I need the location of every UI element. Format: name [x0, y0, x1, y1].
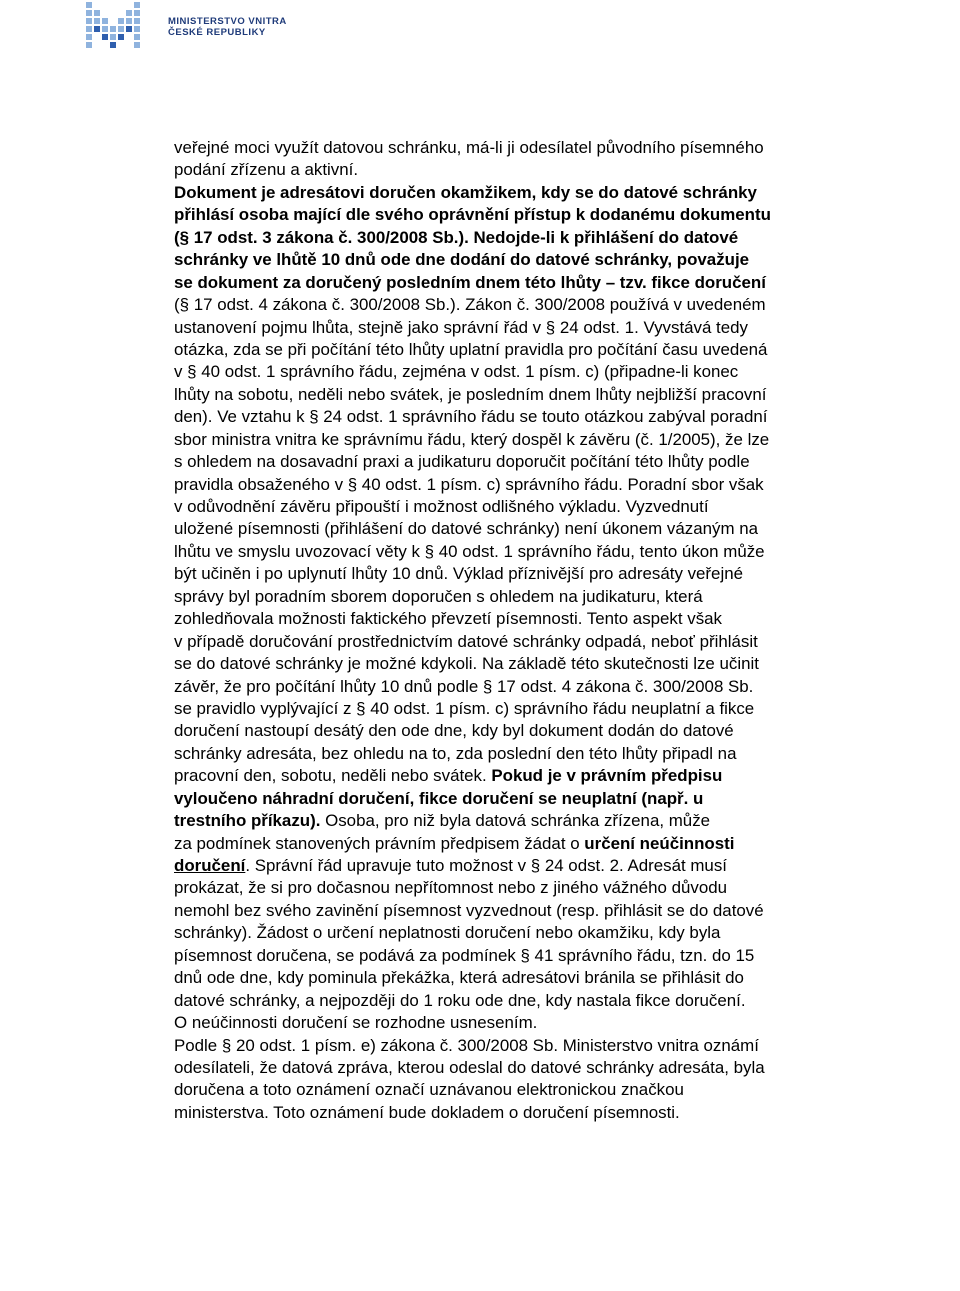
- text-line: [174, 317, 854, 339]
- ministry-logo-text: [168, 16, 287, 38]
- text-line: [174, 900, 854, 922]
- text-run: s ohledem na dosavadní praxi a judikaturu doporučit počítání této lhůty podle: [174, 452, 750, 472]
- text-run: odesílateli, že datová zpráva, kterou odeslal do datové schránky adresáta, byla: [174, 1057, 765, 1077]
- text-line: [174, 541, 854, 563]
- text-run: sbor ministra vnitra ke správnímu řádu, který dospěl k závěru (č. 1/2005), že lze: [174, 429, 770, 449]
- text-line: [174, 361, 854, 383]
- text-line: [174, 945, 854, 967]
- text-line: [174, 137, 854, 159]
- text-line: [174, 249, 854, 271]
- text-run: . Správní řád upravuje tuto možnost v § 24 odst. 2. Adresát musí: [245, 856, 727, 875]
- text-run: lhůtu ve smyslu uvozovací věty k § 40 odst. 1 správního řádu, tento úkon může: [174, 541, 765, 561]
- text-line: [174, 384, 854, 406]
- text-run: doručení: [174, 856, 246, 875]
- text-line: [174, 451, 854, 473]
- text-line: [174, 631, 854, 653]
- text-run: veřejné moci využít datovou schránku, má-li ji odesílatel původního písemného: [174, 138, 764, 157]
- text-run: vyloučeno náhradní doručení, fikce doručení se neuplatní (např. u: [174, 788, 704, 808]
- text-line: [174, 294, 854, 316]
- text-line: [174, 810, 854, 832]
- ministry-logo: [86, 0, 306, 60]
- text-run: ustanovení pojmu lhůta, stejně jako správní řád v § 24 odst. 1. Vyvstává tedy: [174, 317, 748, 337]
- text-line: [174, 227, 854, 249]
- text-run: se dokument za doručený posledním dnem této lhůty – tzv. fikce doručení: [174, 272, 766, 292]
- text-run: prokázat, že si pro dočasnou nepřítomnost nebo z jiného vážného důvodu: [174, 878, 728, 898]
- text-run: za podmínek stanovených právním předpisem žádat o: [174, 833, 585, 853]
- text-run: se do datové schránky je možné kdykoli. Na základě této skutečnosti lze učinit: [174, 654, 759, 674]
- text-line: [174, 586, 854, 608]
- text-run: Podle § 20 odst. 1 písm. e) zákona č. 300/2008 Sb. Ministerstvo vnitra oznámí: [174, 1035, 759, 1055]
- text-run: doručena a toto oznámení označí uznávanou elektronickou značkou: [174, 1080, 684, 1100]
- text-run: být učiněn i po uplynutí lhůty 10 dnů. Výklad příznivější pro adresáty veřejné: [174, 564, 743, 584]
- text-run: (§ 17 odst. 4 zákona č. 300/2008 Sb.). Zákon č. 300/2008 používá v uvedeném: [174, 295, 766, 315]
- text-run: přihlásí osoba mající dle svého oprávnění přístup k dodanému dokumentu: [174, 205, 771, 225]
- text-line: [174, 518, 854, 540]
- text-line: [174, 877, 854, 899]
- text-run: písemnost doručena, se podává za podmínek § 41 správního řádu, tzn. do 15: [174, 945, 755, 965]
- text-line: [174, 563, 854, 585]
- text-line: [174, 788, 854, 810]
- text-line: [174, 833, 854, 855]
- text-run: ministerstva. Toto oznámení bude dokladem o doručení písemnosti.: [174, 1102, 680, 1122]
- text-run: datové schránky, a nejpozději do 1 roku ode dne, kdy nastala fikce doručení.: [174, 990, 746, 1010]
- text-run: Dokument je adresátovi doručen okamžikem, kdy se do datové schránky: [174, 182, 757, 202]
- text-run: pravidla obsaženého v § 40 odst. 1 písm. c) správního řádu. Poradní sbor však: [174, 474, 764, 494]
- text-run: Osoba, pro niž byla datová schránka zřízena, může: [320, 811, 711, 831]
- text-line: [174, 182, 854, 204]
- text-run: schránky adresáta, bez ohledu na to, zda poslední den této lhůty připadl na: [174, 743, 737, 763]
- text-run: otázka, zda se při počítání této lhůty uplatní pravidla pro počítání času uvedená: [174, 339, 768, 359]
- logo-line-1: MINISTERSTVO VNITRA: [168, 16, 287, 27]
- text-line: [174, 967, 854, 989]
- ministry-logo-mark-icon: [86, 0, 158, 58]
- text-line: [174, 159, 854, 181]
- text-line: [174, 608, 854, 630]
- text-run: v případě doručování prostřednictvím datové schránky odpadá, neboť přihlásit: [174, 631, 758, 651]
- text-run: nemohl bez svého zavinění písemnost vyzvednout (resp. přihlásit se do datové: [174, 900, 764, 920]
- text-run: v odůvodnění závěru připouští i možnost odlišného výkladu. Vyzvednutí: [174, 497, 709, 516]
- text-run: Pokud je v právním předpisu: [491, 766, 723, 786]
- text-run: doručení nastoupí desátý den ode dne, kdy byl dokument dodán do datové: [174, 721, 734, 741]
- text-line: [174, 855, 854, 877]
- text-line: [174, 1012, 854, 1034]
- text-line: [174, 474, 854, 496]
- text-line: [174, 922, 854, 944]
- text-line: [174, 204, 854, 226]
- text-line: [174, 1035, 854, 1057]
- text-line: [174, 743, 854, 765]
- text-line: [174, 990, 854, 1012]
- text-run: schránky). Žádost o určení neplatnosti doručení nebo okamžiku, kdy byla: [174, 923, 721, 943]
- text-run: správy byl poradním sborem doporučen s ohledem na judikaturu, která: [174, 586, 703, 606]
- text-line: [174, 406, 854, 428]
- text-run: dnů ode dne, kdy pominula překážka, která adresátovi bránila se přihlásit do: [174, 968, 744, 988]
- text-line: [174, 339, 854, 361]
- text-run: určení neúčinnosti: [584, 833, 735, 853]
- text-line: [174, 1057, 854, 1079]
- text-run: podání zřízenu a aktivní.: [174, 160, 359, 180]
- text-line: [174, 272, 854, 294]
- text-run: pracovní den, sobotu, neděli nebo svátek.: [174, 766, 492, 786]
- logo-line-2: ČESKÉ REPUBLIKY: [168, 27, 266, 38]
- text-run: lhůty na sobotu, neděli nebo svátek, je posledním dnem lhůty nejbližší pracovní: [174, 384, 767, 404]
- text-line: [174, 496, 854, 518]
- text-run: uložené písemnosti (přihlášení do datové schránky) není úkonem vázaným na: [174, 519, 758, 539]
- document-body: [174, 137, 854, 1124]
- text-run: v § 40 odst. 1 správního řádu, zejména v odst. 1 písm. c) (připadne-li konec: [174, 362, 739, 382]
- text-run: den). Ve vztahu k § 24 odst. 1 správního řádu se touto otázkou zabýval poradní: [174, 407, 768, 427]
- text-run: trestního příkazu).: [174, 811, 321, 831]
- text-run: se pravidlo vyplývající z § 40 odst. 1 písm. c) správního řádu neuplatní a fikce: [174, 698, 755, 718]
- text-line: [174, 720, 854, 742]
- text-run: závěr, že pro počítání lhůty 10 dnů podle § 17 odst. 4 zákona č. 300/2008 Sb.: [174, 676, 754, 696]
- text-line: [174, 676, 854, 698]
- text-run: O neúčinnosti doručení se rozhodne usnesením.: [174, 1013, 538, 1033]
- text-run: zohledňovala možnosti faktického převzetí písemnosti. Tento aspekt však: [174, 609, 722, 629]
- text-line: [174, 653, 854, 675]
- text-run: (§ 17 odst. 3 zákona č. 300/2008 Sb.). Nedojde-li k přihlášení do datové: [174, 227, 739, 247]
- text-line: [174, 429, 854, 451]
- text-line: [174, 765, 854, 787]
- text-line: [174, 1102, 854, 1124]
- text-run: schránky ve lhůtě 10 dnů ode dne dodání do datové schránky, považuje: [174, 250, 750, 270]
- text-line: [174, 698, 854, 720]
- text-line: [174, 1079, 854, 1101]
